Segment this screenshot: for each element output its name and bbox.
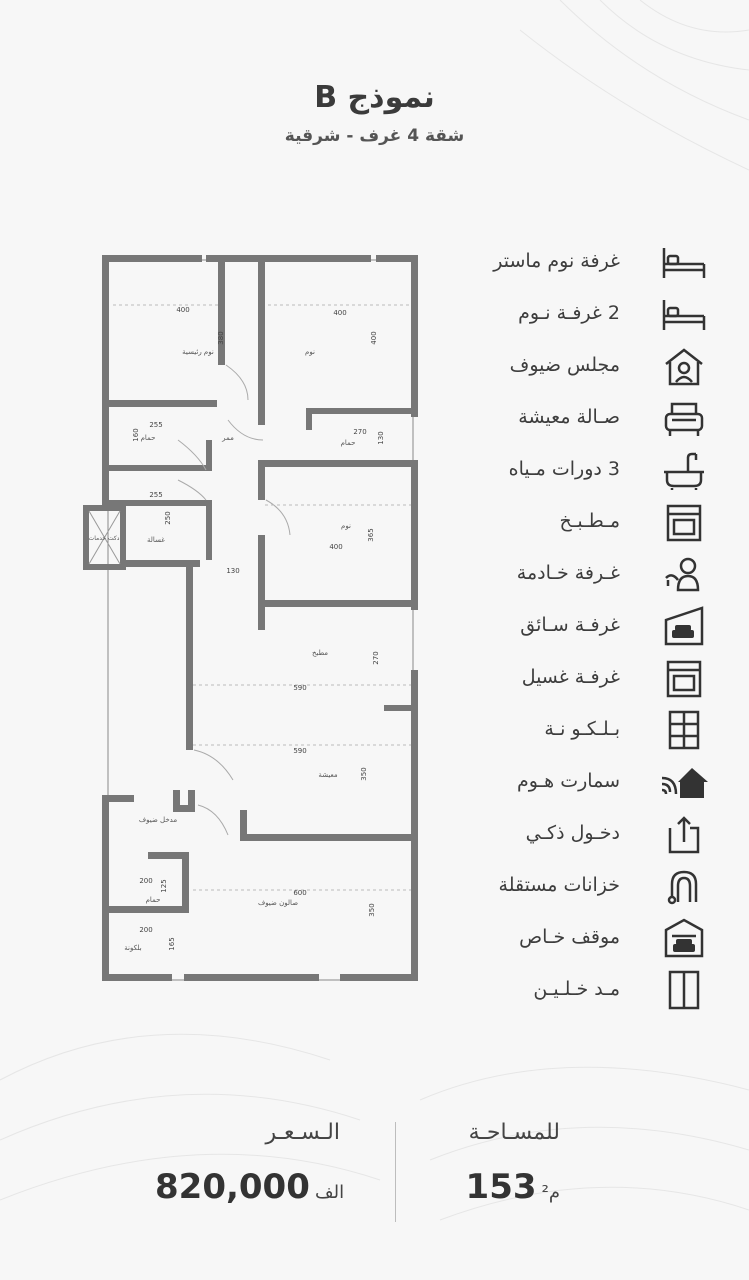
- feature-item: [470, 448, 710, 492]
- smart-home-icon: [658, 762, 710, 802]
- feature-item: [470, 864, 710, 908]
- feature-item: [470, 656, 710, 700]
- washing-machine-icon: [658, 658, 710, 698]
- dim-label: 200: [139, 877, 153, 885]
- feature-item: [470, 396, 710, 440]
- balcony-window-icon: [658, 710, 710, 750]
- price-block: [150, 1120, 360, 1207]
- feature-label: غرفـة سـائق: [520, 614, 620, 636]
- area-block: [430, 1120, 560, 1207]
- dim-label: 125: [160, 879, 168, 893]
- feature-item: [470, 812, 710, 856]
- feature-label: سمارت هـوم: [517, 770, 620, 792]
- area-unit: م²: [541, 1182, 560, 1203]
- dim-label: 160: [132, 428, 140, 442]
- area-label: للمسـاحـة: [468, 1120, 560, 1145]
- price-unit: الف: [314, 1182, 345, 1203]
- feature-label: صـالة معيشة: [518, 406, 620, 428]
- page-subtitle: شقة 4 غرف - شرقية: [284, 126, 465, 146]
- feature-label: غـرفة خـادمة: [516, 562, 620, 584]
- feature-item: [470, 708, 710, 752]
- area-value-row: [430, 1167, 560, 1207]
- double-bed-icon: [658, 242, 710, 282]
- dim-label: 250: [164, 511, 172, 525]
- room-label-corridor: ممر: [222, 434, 234, 442]
- price-divider: [395, 1122, 396, 1222]
- water-tap-icon: [658, 866, 710, 906]
- dim-label: 600: [293, 889, 307, 897]
- feature-label: غرفـة غسيل: [521, 666, 620, 688]
- feature-label: مـطـبـخ: [559, 510, 620, 532]
- dim-label: 400: [333, 309, 347, 317]
- dim-label: 130: [377, 431, 385, 445]
- feature-item: [470, 604, 710, 648]
- garage-car-icon: [658, 606, 710, 646]
- feature-label: موقف خـاص: [519, 926, 620, 948]
- feature-item: [470, 968, 710, 1012]
- feature-label: مجلس ضيوف: [509, 354, 620, 376]
- dim-label: 380: [217, 331, 225, 345]
- price-label: الـسـعـر: [265, 1120, 340, 1145]
- feature-item: [470, 500, 710, 544]
- floor-plan: [78, 250, 423, 985]
- dim-label: 270: [353, 428, 367, 436]
- armchair-icon: [658, 398, 710, 438]
- price-value: 820,000: [155, 1167, 310, 1207]
- area-value: 153: [465, 1167, 537, 1207]
- feature-label: 3 دورات مـياه: [508, 458, 620, 480]
- guest-house-icon: [658, 346, 710, 386]
- dim-label: 350: [360, 767, 368, 781]
- room-label-master: نوم رئيسية: [182, 348, 214, 356]
- parking-icon: [658, 918, 710, 958]
- dim-label: 255: [149, 491, 163, 499]
- maid-icon: [658, 554, 710, 594]
- dim-label: 270: [372, 651, 380, 665]
- price-value-row: [150, 1167, 360, 1207]
- dim-label: 590: [293, 684, 307, 692]
- dim-label: 350: [368, 903, 376, 917]
- feature-label: بـلـكـو نـة: [544, 718, 620, 740]
- feature-label: غرفة نوم ماستر: [493, 250, 620, 272]
- bed-icon: [658, 294, 710, 334]
- feature-label: خزانات مستقلة: [498, 874, 620, 896]
- feature-item: [470, 916, 710, 960]
- oven-icon: [658, 502, 710, 542]
- feature-item: [470, 240, 710, 284]
- dim-label: 200: [139, 926, 153, 934]
- feature-item: [470, 344, 710, 388]
- two-entrances-icon: [658, 970, 710, 1010]
- feature-item: [470, 552, 710, 596]
- feature-label: مـد خـلـيـن: [533, 978, 620, 1000]
- dim-label: 400: [176, 306, 190, 314]
- feature-item: [470, 760, 710, 804]
- dim-label: 400: [329, 543, 343, 551]
- room-label-bath3: حمام: [145, 896, 161, 904]
- dim-label: 130: [226, 567, 240, 575]
- room-label-bedroom2: نوم: [341, 522, 351, 530]
- room-label-balcony: بلكونة: [124, 944, 142, 952]
- feature-item: [470, 292, 710, 336]
- bathtub-icon: [658, 450, 710, 490]
- room-label-living: معيشة: [318, 771, 338, 779]
- room-label-guest-entry: مدخل ضيوف: [138, 816, 178, 824]
- room-label-kitchen: مطبخ: [311, 649, 329, 657]
- smart-entry-icon: [658, 814, 710, 854]
- dim-label: 255: [149, 421, 163, 429]
- feature-label: 2 غرفـة نـوم: [518, 302, 620, 324]
- page-title: نموذج B: [314, 80, 435, 115]
- feature-label: دخـول ذكـي: [525, 822, 620, 844]
- dim-label: 165: [168, 937, 176, 951]
- dim-label: 365: [367, 528, 375, 542]
- dim-label: 590: [293, 747, 307, 755]
- dim-label: 400: [370, 331, 378, 345]
- room-label-salon: صالون ضيوف: [257, 899, 299, 907]
- room-label-bath2: حمام: [340, 439, 356, 447]
- room-label-laundry: غسالة: [147, 536, 165, 544]
- room-label-shaft: دكت خدمات: [88, 535, 120, 542]
- room-label-bath1: حمام: [140, 434, 156, 442]
- room-label-bedroom1: نوم: [305, 348, 315, 356]
